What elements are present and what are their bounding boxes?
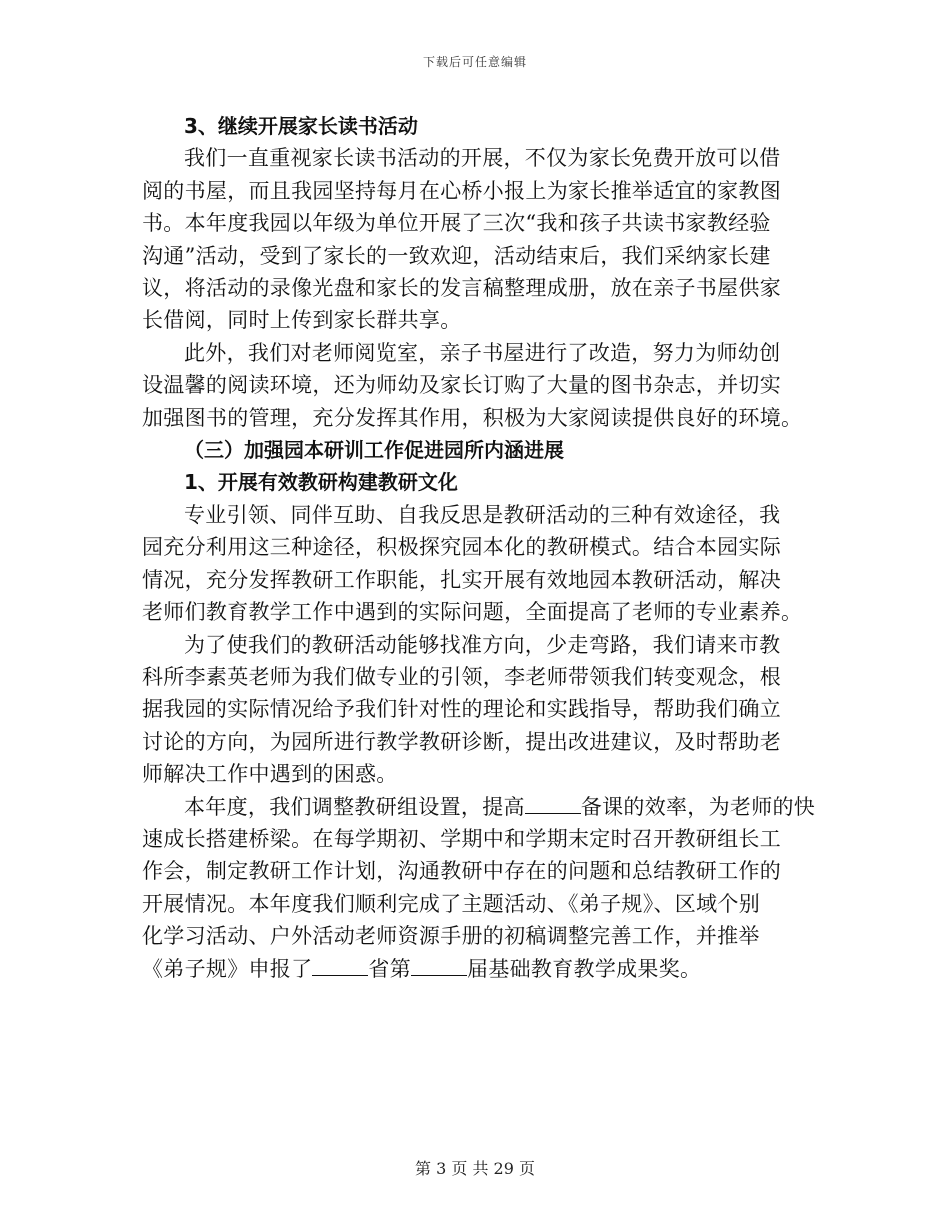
paragraph-line: 设温馨的阅读环境，还为师幼及家长订购了大量的图书杂志，并切实 [142, 373, 781, 398]
text-run: 《弟子规》申报了 [142, 956, 313, 981]
paragraph-line: 专业引领、同伴互助、自我反思是教研活动的三种有效途径，我 [184, 502, 781, 527]
subsection-heading-research: 1、开展有效教研构建教研文化 [184, 470, 458, 495]
paragraph-line: 园充分利用这三种途径，积极探究园本化的教研模式。结合本园实际 [142, 535, 781, 560]
paragraph-line: 科所李素英老师为我们做专业的引领，李老师带领我们转变观念，根 [142, 664, 781, 689]
paragraph-line: 师解决工作中遇到的困惑。 [142, 762, 398, 787]
section-heading-research: （三）加强园本研训工作促进园所内涵进展 [184, 438, 564, 463]
text-run: 本年度，我们调整教研组设置，提高 [184, 794, 525, 819]
paragraph-line: 速成长搭建桥梁。在每学期初、学期中和学期末定时召开教研组长工 [142, 826, 781, 851]
fill-in-blank [525, 795, 581, 814]
paragraph-line [142, 953, 812, 985]
paragraph-line: 议，将活动的录像光盘和家长的发言稿整理成册，放在亲子书屋供家 [142, 276, 781, 301]
paragraph-line: 情况，充分发挥教研工作职能，扎实开展有效地园本教研活动，解决 [142, 567, 781, 592]
paragraph-line: 我们一直重视家长读书活动的开展，不仅为家长免费开放可以借 [184, 146, 781, 171]
text-run: 省第 [368, 956, 412, 981]
paragraph-line: 讨论的方向，为园所进行教学教研诊断，提出改进建议，及时帮助老 [142, 729, 781, 754]
paragraph-line: 加强图书的管理，充分发挥其作用，积极为大家阅读提供良好的环境。 [142, 405, 803, 430]
paragraph-line: 阅的书屋，而且我园坚持每月在心桥小报上为家长推举适宜的家教图 [142, 178, 781, 203]
download-banner: 下载后可任意编辑 [422, 55, 527, 69]
paragraph-line: 为了使我们的教研活动能够找准方向，少走弯路，我们请来市教 [184, 632, 781, 657]
paragraph-line: 长借阅，同时上传到家长群共享。 [142, 308, 462, 333]
paragraph-line: 老师们教育教学工作中遇到的实际问题，全面提高了老师的专业素养。 [142, 600, 803, 625]
paragraph-line: 沟通”活动，受到了家长的一致欢迎，活动结束后，我们采纳家长建 [142, 243, 771, 268]
paragraph-parent-reading-2 [142, 337, 812, 434]
text-run: 备课的效率，为老师的快 [580, 794, 816, 819]
fill-in-blank [411, 957, 467, 976]
paragraph-line: 作会，制定教研工作计划，沟通教研中存在的问题和总结教研工作的 [142, 859, 781, 884]
paragraph-line: 开展情况。本年度我们顺利完成了主题活动、《弟子规》、区域个别 [142, 891, 760, 916]
paragraph-research-3 [142, 791, 816, 985]
paragraph-line: 据我园的实际情况给予我们针对性的理论和实践指导，帮助我们确立 [142, 697, 781, 722]
text-run: 届基础教育教学成果奖。 [467, 956, 702, 981]
paragraph-line: 化学习活动、户外活动老师资源手册的初稿调整完善工作，并推举 [142, 924, 760, 949]
paragraph-line: 书。本年度我园以年级为单位开展了三次“我和孩子共读书家教经验 [142, 211, 771, 236]
fill-in-blank [312, 957, 368, 976]
paragraph-line: 此外，我们对老师阅览室，亲子书屋进行了改造，努力为师幼创 [184, 340, 781, 365]
paragraph-line [142, 791, 816, 823]
paragraph-parent-reading-1 [142, 142, 812, 336]
paragraph-research-2 [142, 629, 812, 791]
paragraph-research-1 [142, 499, 812, 629]
section-heading-parent-reading: 3、继续开展家长读书活动 [184, 114, 418, 138]
page-number-footer: 第 3 页 共 29 页 [415, 1159, 535, 1178]
document-body [142, 110, 816, 985]
